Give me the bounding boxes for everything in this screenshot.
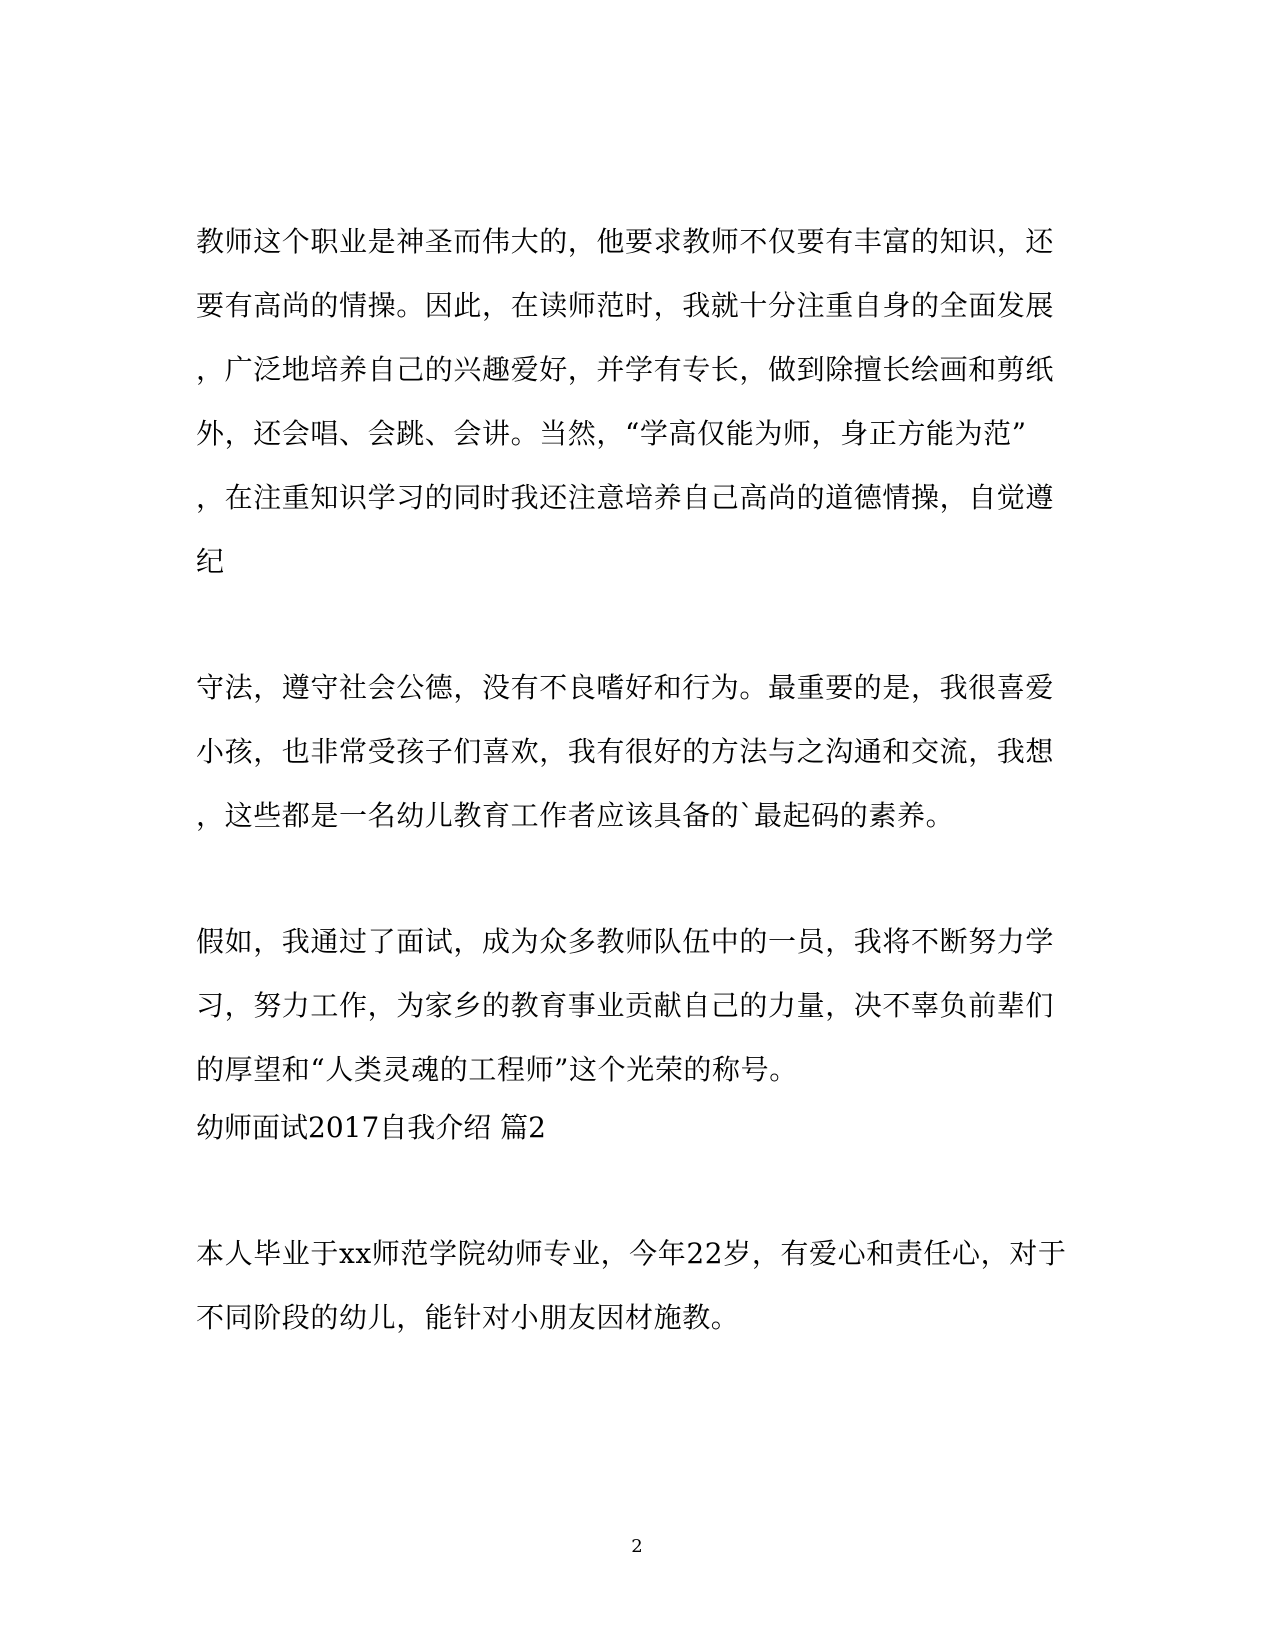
text-line: 习，努力工作，为家乡的教育事业贡献自己的力量，决不辜负前辈们 bbox=[196, 989, 1055, 1022]
text-line: 的厚望和“人类灵魂的工程师”这个光荣的称号。 bbox=[196, 1053, 798, 1086]
text-line: 小孩，也非常受孩子们喜欢，我有很好的方法与之沟通和交流，我想 bbox=[196, 735, 1055, 768]
text-line: ，在注重知识学习的同时我还注意培养自己高尚的道德情操，自觉遵 bbox=[196, 481, 1055, 514]
text-line: 本人毕业于xx师范学院幼师专业，今年22岁，有爱心和责任心，对于 bbox=[196, 1237, 1067, 1270]
text-line: ，广泛地培养自己的兴趣爱好，并学有专长，做到除擅长绘画和剪纸 bbox=[196, 353, 1055, 386]
text-line: 假如，我通过了面试，成为众多教师队伍中的一员，我将不断努力学 bbox=[196, 925, 1055, 958]
page-number: 2 bbox=[631, 1536, 643, 1557]
text-line: 纪 bbox=[196, 545, 225, 578]
text-line: 守法，遵守社会公德，没有不良嗜好和行为。最重要的是，我很喜爱 bbox=[196, 671, 1055, 704]
text-line: 外，还会唱、会跳、会讲。当然，“学高仅能为师，身正方能为范” bbox=[196, 417, 1027, 450]
section-heading: 幼师面试2017自我介绍 篇2 bbox=[196, 1111, 546, 1144]
text-line: 不同阶段的幼儿，能针对小朋友因材施教。 bbox=[196, 1301, 740, 1334]
text-line: 教师这个职业是神圣而伟大的，他要求教师不仅要有丰富的知识，还 bbox=[196, 225, 1055, 258]
text-line: 要有高尚的情操。因此，在读师范时，我就十分注重自身的全面发展 bbox=[196, 289, 1055, 322]
text-line: ，这些都是一名幼儿教育工作者应该具备的`最起码的素养。 bbox=[196, 799, 955, 832]
